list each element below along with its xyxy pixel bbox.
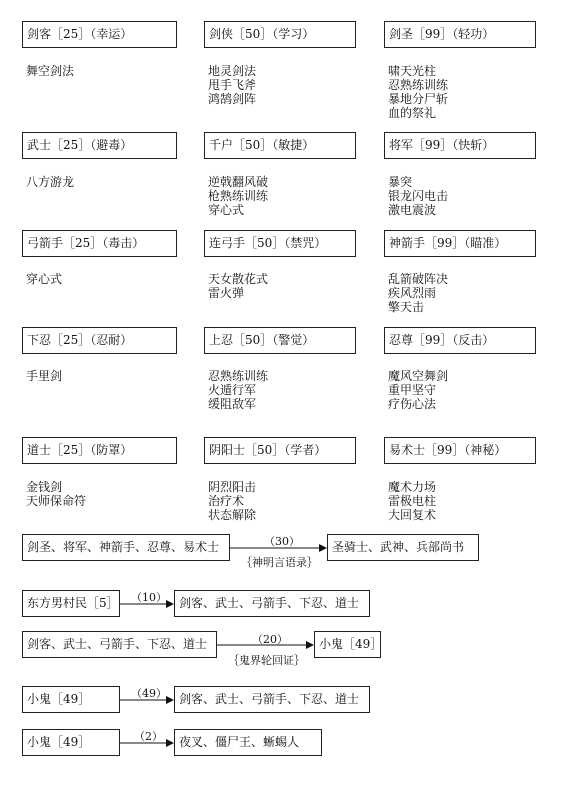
skill-item: 激电震波 (388, 203, 437, 217)
skill-item: 魔风空舞剑 (388, 369, 449, 383)
transition-source-box: 剑圣、将军、神箭手、忍尊、易术士 (22, 534, 230, 561)
skill-item: 治疗术 (208, 494, 245, 508)
skill-item: 枪熟练训练 (208, 189, 269, 203)
skill-item: 八方游龙 (26, 175, 75, 189)
skill-item: 逆戟翻风破 (208, 175, 269, 189)
class-box-jiangjun: 将军［99］（快斩） (384, 132, 536, 159)
skill-item: 忍熟练训练 (208, 369, 269, 383)
transition-target-box: 小鬼［49］ (314, 631, 381, 658)
skill-item: 擎天击 (388, 300, 425, 314)
skill-item: 暴突 (388, 175, 413, 189)
skill-item: 重甲坚守 (388, 383, 437, 397)
transition-count: （20） (252, 633, 288, 646)
skill-item: 穿心式 (208, 203, 245, 217)
transition-source-box: 东方男村民［5］ (22, 590, 120, 617)
class-box-yishushi: 易术士［99］（神秘） (384, 437, 536, 464)
class-box-jiansheng: 剑圣［99］（轻功） (384, 21, 536, 48)
class-box-jianxia: 剑侠［50］（学习） (204, 21, 356, 48)
skill-item: 疗伤心法 (388, 397, 437, 411)
skill-item: 啸天光柱 (388, 64, 437, 78)
skill-item: 金钱剑 (26, 480, 63, 494)
skill-item: 火遁行军 (208, 383, 257, 397)
transition-source-box: 小鬼［49］ (22, 729, 120, 756)
skill-item: 天师保命符 (26, 494, 87, 508)
transition-target-box: 圣骑士、武神、兵部尚书 (327, 534, 479, 561)
class-box-jianke: 剑客［25］（幸运） (22, 21, 177, 48)
transition-target-box: 剑客、武士、弓箭手、下忍、道士 (174, 590, 370, 617)
skill-item: 乱箭破阵决 (388, 272, 449, 286)
skill-item: 疾风烈雨 (388, 286, 437, 300)
transition-count: （2） (134, 730, 163, 743)
transition-item: ｛鬼界轮回证｝ (228, 654, 305, 667)
transition-count: （49） (131, 687, 167, 700)
transition-source-box: 小鬼［49］ (22, 686, 120, 713)
skill-item: 穿心式 (26, 272, 63, 286)
class-box-qianhu: 千户［50］（敏捷） (204, 132, 356, 159)
transition-target-box: 夜叉、僵尸王、蜥蜴人 (174, 729, 322, 756)
skill-item: 地灵剑法 (208, 64, 257, 78)
skill-item: 状态解除 (208, 508, 257, 522)
class-box-yinyangshi: 阴阳士［50］（学者） (204, 437, 356, 464)
skill-item: 雷极电柱 (388, 494, 437, 508)
class-box-renzun: 忍尊［99］（反击） (384, 327, 536, 354)
class-box-gongjianshou: 弓箭手［25］（毒击） (22, 230, 177, 257)
class-box-daoshi: 道士［25］（防罩） (22, 437, 177, 464)
class-box-shangren: 上忍［50］（警觉） (204, 327, 356, 354)
transition-target-box: 剑客、武士、弓箭手、下忍、道士 (174, 686, 370, 713)
class-box-shenjianshou: 神箭手［99］（瞄准） (384, 230, 536, 257)
skill-item: 血的祭礼 (388, 106, 437, 120)
transition-item: ｛神明言语录｝ (241, 556, 318, 569)
skill-item: 舞空剑法 (26, 64, 75, 78)
class-box-xiaren: 下忍［25］（忍耐） (22, 327, 177, 354)
skill-item: 银龙闪电击 (388, 189, 449, 203)
transition-count: （10） (131, 591, 167, 604)
transition-source-box: 剑客、武士、弓箭手、下忍、道士 (22, 631, 217, 658)
skill-item: 大回复术 (388, 508, 437, 522)
class-box-wushi: 武士［25］（避毒） (22, 132, 177, 159)
skill-item: 暴地分尸斩 (388, 92, 449, 106)
transition-count: （30） (264, 535, 300, 548)
class-box-liangongshou: 连弓手［50］（禁咒） (204, 230, 356, 257)
skill-item: 鸿鹄剑阵 (208, 92, 257, 106)
skill-item: 甩手飞斧 (208, 78, 257, 92)
skill-item: 天女散花式 (208, 272, 269, 286)
skill-item: 魔术力场 (388, 480, 437, 494)
skill-item: 雷火弹 (208, 286, 245, 300)
skill-item: 阴烈阳击 (208, 480, 257, 494)
skill-item: 手里剑 (26, 369, 63, 383)
skill-item: 忍熟练训练 (388, 78, 449, 92)
skill-item: 缓阻敌军 (208, 397, 257, 411)
